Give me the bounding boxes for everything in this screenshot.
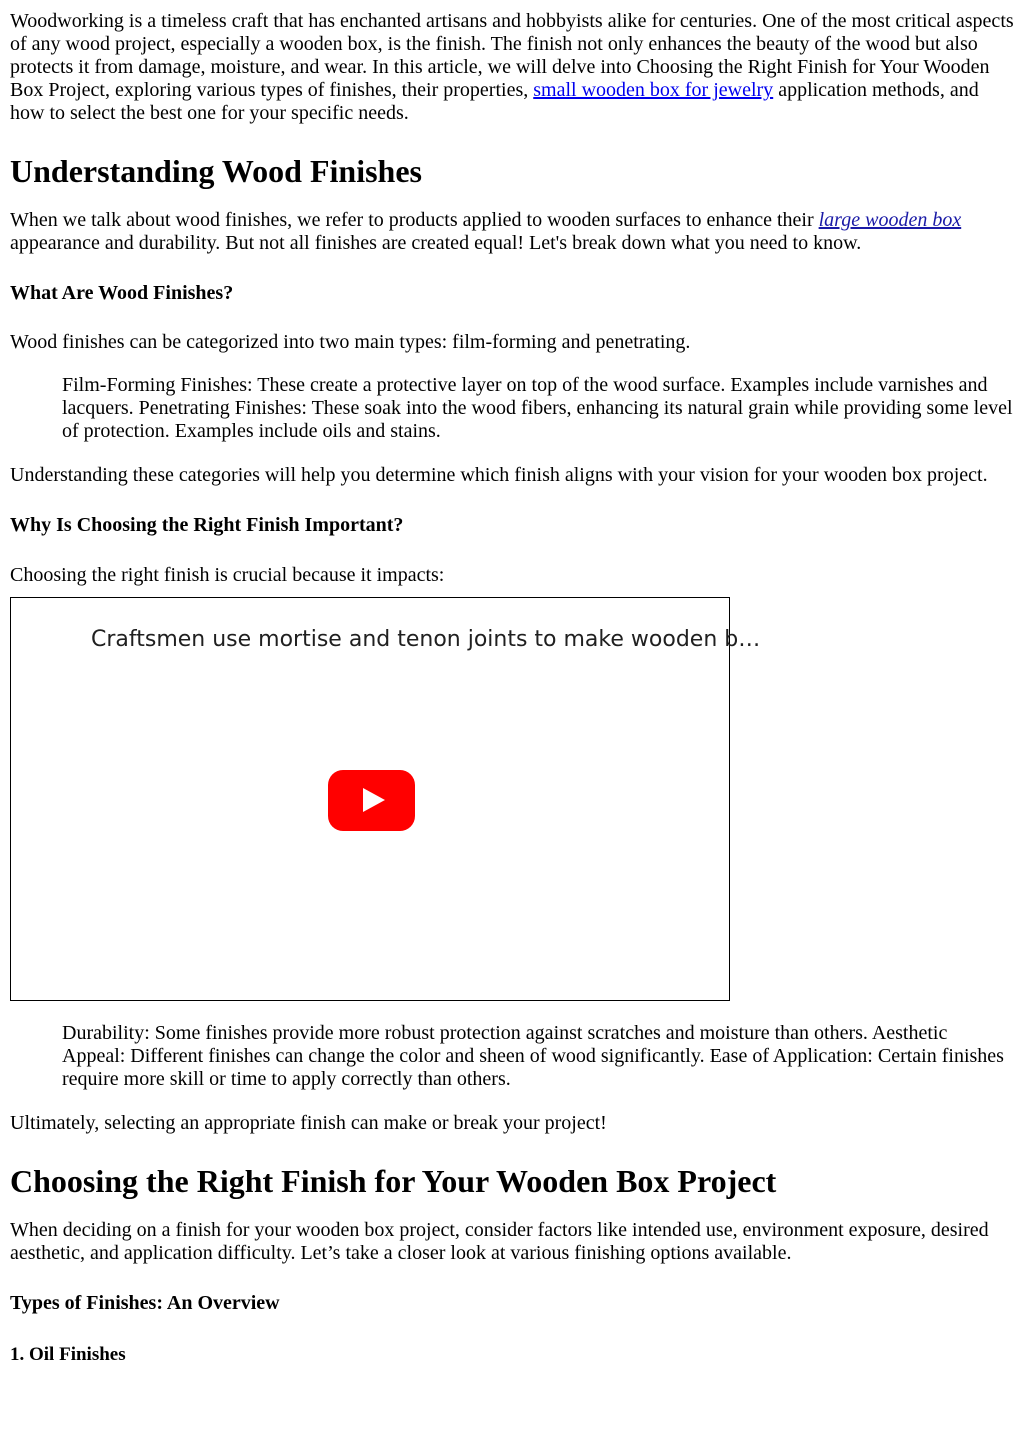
heading-choosing-right-finish: Choosing the Right Finish for Your Wooden Box Project	[10, 1163, 777, 1199]
play-triangle-icon	[363, 788, 385, 812]
heading-what-are-wood-finishes: What Are Wood Finishes?	[10, 282, 234, 304]
section1-text-2: appearance and durability. But not all finishes are created equal! Let's break down what you need to know.	[10, 232, 862, 254]
large-wooden-box-link[interactable]: large wooden box	[818, 209, 962, 231]
choosing-paragraph: When deciding on a finish for your wooden box project, consider factors like intended use, environment exposure, desired aesthetic, and application difficulty. Let’s take a closer look at various finishing options available.	[10, 1219, 989, 1264]
why-paragraph: Choosing the right finish is crucial because it impacts:	[10, 564, 445, 586]
wood-finishes-intro-paragraph	[10, 209, 1014, 255]
what-are-closing-paragraph: Understanding these categories will help you determine which finish aligns with your vision for your wooden box project.	[10, 464, 988, 486]
video-title[interactable]: Craftsmen use mortise and tenon joints to make wooden b…	[91, 627, 761, 652]
intro-text-2: application methods, and how to select the best one for your specific needs.	[10, 79, 979, 124]
heading-types-of-finishes: Types of Finishes: An Overview	[10, 1292, 280, 1314]
why-closing-paragraph: Ultimately, selecting an appropriate finish can make or break your project!	[10, 1112, 607, 1134]
section1-text-1: When we talk about wood finishes, we refer to products applied to wooden surfaces to enhance their	[10, 209, 819, 231]
intro-paragraph	[10, 0, 1014, 125]
youtube-play-icon[interactable]	[328, 770, 415, 831]
finish-types-list: Film-Forming Finishes: These create a protective layer on top of the wood surface. Examples include varnishes and lacquers. Penetrating Finishes: These soak into the wood fibers, enhancing its natural grain while providing some level of protection. Examples include oils and stains.	[62, 374, 1013, 442]
heading-understanding-wood-finishes: Understanding Wood Finishes	[10, 153, 422, 189]
impacts-list: Durability: Some finishes provide more robust protection against scratches and moisture than others. Aesthetic Appeal: Different finishes can change the color and sheen of wood significantly. Ease of Application: Certain finishes require more skill or time to apply correctly than others.	[62, 1022, 1004, 1090]
heading-oil-finishes: 1. Oil Finishes	[10, 1344, 126, 1365]
heading-why-choosing-important: Why Is Choosing the Right Finish Important?	[10, 514, 404, 536]
what-are-paragraph: Wood finishes can be categorized into two main types: film-forming and penetrating.	[10, 331, 691, 353]
intro-text-1: Woodworking is a timeless craft that has enchanted artisans and hobbyists alike for centuries. One of the most critical aspects of any wood project, especially a wooden box, is the finish. The finish not only enhances the beauty of the wood but also protects it from damage, moisture, and wear. In this article, we will delve into Choosing the Right Finish for Your Wooden Box Project, exploring various types of finishes, their properties,	[10, 10, 1014, 101]
small-wooden-box-link[interactable]: small wooden box for jewelry	[533, 79, 774, 101]
video-embed[interactable]	[10, 597, 761, 1001]
